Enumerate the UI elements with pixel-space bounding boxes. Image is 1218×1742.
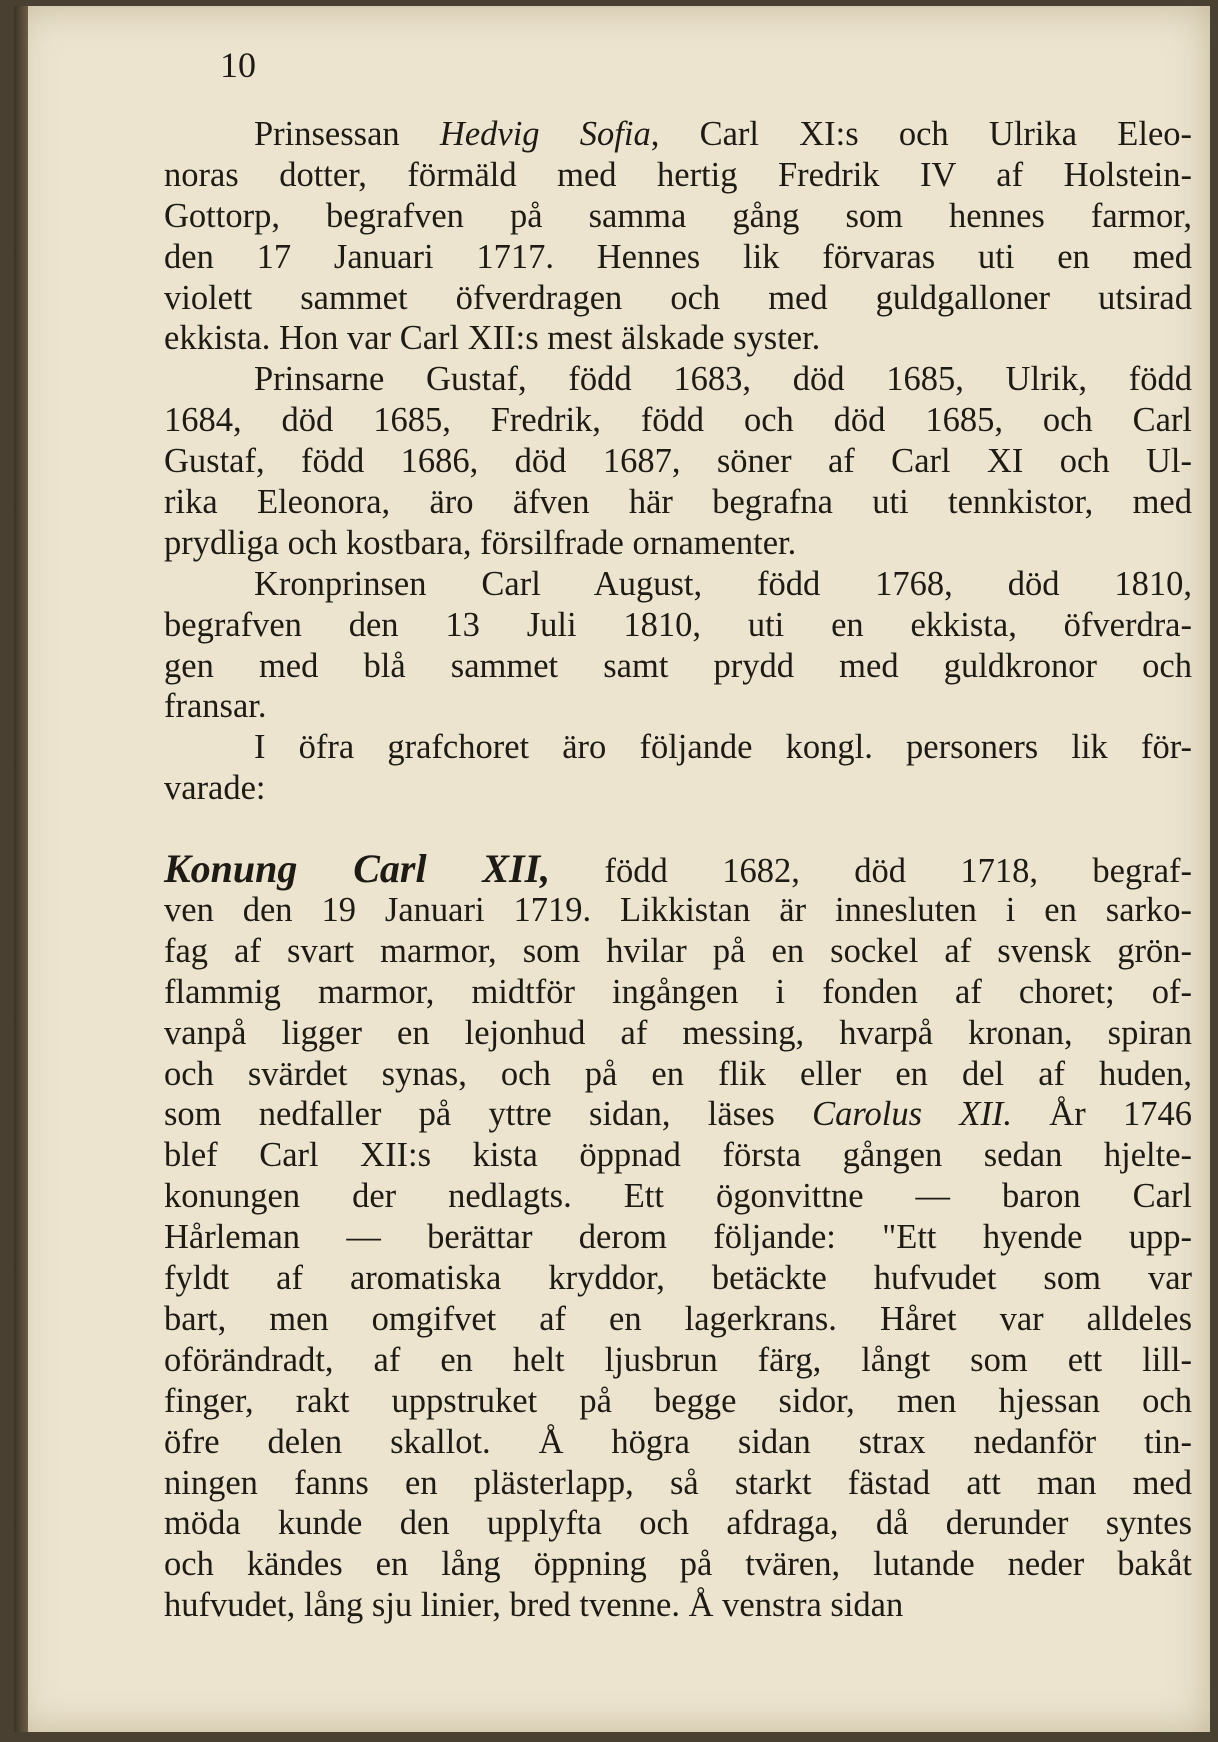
text-line: [164, 441, 1192, 482]
text-segment: och kändes en lång öppning på tvären, lutande neder bakåt: [164, 1545, 1192, 1584]
text-line: [164, 1299, 1192, 1340]
text-line: [164, 605, 1192, 646]
text-line: [164, 278, 1192, 319]
text-segment: fag af svart marmor, som hvilar på en sockel af svensk grön-: [164, 931, 1192, 970]
text-segment: ningen fanns en plästerlapp, så starkt fästad att man med: [164, 1463, 1192, 1502]
text-line: [164, 646, 1192, 687]
text-segment: Kronprinsen Carl August, född 1768, död 1810,: [254, 564, 1192, 603]
text-line: [164, 400, 1192, 441]
text-segment: begrafven den 13 Juli 1810, uti en ekkista, öfverdra-: [164, 605, 1192, 644]
text-segment: varade:: [164, 769, 266, 808]
text-line: [164, 523, 1192, 564]
text-line: [164, 1054, 1192, 1095]
text-line: [164, 1585, 1192, 1626]
text-line: [164, 359, 1192, 400]
text-line: [164, 237, 1192, 278]
text-segment: och svärdet synas, och på en flik eller en del af huden,: [164, 1054, 1192, 1093]
text-line: [164, 686, 1192, 727]
text-segment: hufvudet, lång sju linier, bred tvenne. Å venstra sidan: [164, 1586, 904, 1625]
text-segment: violett sammet öfverdragen och med guldgalloner utsirad: [164, 278, 1192, 317]
text-line: [164, 318, 1192, 359]
text-segment: vanpå ligger en lejonhud af messing, hvarpå kronan, spiran: [164, 1013, 1192, 1052]
text-line: [164, 768, 1192, 809]
text-segment: prydliga och kostbara, försilfrade ornamenter.: [164, 523, 797, 562]
paragraph-hedvig-sofia: [164, 114, 1192, 359]
text-line: [164, 1381, 1192, 1422]
page-body-text: [164, 114, 1192, 1626]
text-segment: År 1746: [1012, 1095, 1192, 1134]
text-line: [164, 931, 1192, 972]
text-segment: född 1682, död 1718, begraf-: [550, 852, 1192, 891]
text-segment: Gottorp, begrafven på samma gång som hennes farmor,: [164, 196, 1192, 235]
text-line: [164, 1217, 1192, 1258]
book-page: [14, 6, 1210, 1732]
section-gap: [164, 809, 1192, 849]
entry-heading: Konung Carl XII,: [164, 846, 551, 892]
book-spine-shadow: [14, 6, 28, 1732]
text-line: [164, 114, 1192, 155]
text-segment: Prinsessan: [254, 115, 440, 153]
paragraph-kronprinsen: [164, 564, 1192, 728]
text-segment: den 17 Januari 1717. Hennes lik förvaras uti en med: [164, 237, 1192, 276]
text-line: [164, 1258, 1192, 1299]
text-segment: , Carl XI:s och Ulrika Eleo-: [650, 115, 1192, 153]
text-segment: blef Carl XII:s kista öppnad första gången sedan hjelte-: [164, 1136, 1192, 1175]
text-line: [164, 1013, 1192, 1054]
text-line: [164, 1340, 1192, 1381]
text-segment: konungen der nedlagts. Ett ögonvittne — baron Carl: [164, 1177, 1192, 1216]
paragraph-konung-carl-xii: [164, 846, 1192, 1626]
paragraph-ofra-grafchoret: [164, 727, 1192, 809]
text-segment: ekkista. Hon var Carl XII:s mest älskade syster.: [164, 319, 821, 358]
text-segment: som nedfaller på yttre sidan, läses: [164, 1095, 813, 1134]
text-line: [164, 564, 1192, 605]
text-line: [164, 1463, 1192, 1504]
text-line: [164, 1544, 1192, 1585]
italic-text: Hedvig Sofia: [439, 115, 651, 153]
text-line: [164, 1094, 1192, 1135]
page-number: 10: [220, 45, 256, 85]
text-line: [164, 1135, 1192, 1176]
text-line: [164, 1503, 1192, 1544]
text-segment: flammig marmor, midtför ingången i fonden af choret; of-: [164, 972, 1192, 1011]
text-segment: oförändradt, af en helt ljusbrun färg, långt som ett lill-: [164, 1340, 1192, 1379]
paragraph-prinsarne: [164, 359, 1192, 563]
text-segment: bart, men omgifvet af en lagerkrans. Håret var alldeles: [164, 1299, 1192, 1338]
text-segment: Prinsarne Gustaf, född 1683, död 1685, Ulrik, född: [254, 360, 1192, 399]
text-segment: ven den 19 Januari 1719. Likkistan är innesluten i en sarko-: [164, 891, 1192, 930]
text-line: [164, 727, 1192, 768]
text-line: [164, 1422, 1192, 1463]
text-line: [164, 890, 1192, 931]
text-line: [164, 196, 1192, 237]
text-line: [164, 1176, 1192, 1217]
text-segment: noras dotter, förmäld med hertig Fredrik IV af Holstein-: [164, 155, 1192, 194]
italic-text: Carolus XII.: [812, 1095, 1013, 1134]
text-segment: Hårleman — berättar derom följande: "Ett hyende upp-: [164, 1218, 1192, 1257]
text-line: [164, 846, 1192, 892]
text-line: [164, 972, 1192, 1013]
text-segment: 1684, död 1685, Fredrik, född och död 1685, och Carl: [164, 401, 1192, 440]
text-line: [164, 155, 1192, 196]
text-segment: möda kunde den upplyfta och afdraga, då derunder syntes: [164, 1504, 1192, 1543]
text-line: [164, 482, 1192, 523]
text-segment: finger, rakt uppstruket på begge sidor, men hjessan och: [164, 1381, 1192, 1420]
text-segment: I öfra grafchoret äro följande kongl. personers lik för-: [254, 728, 1192, 767]
text-segment: öfre delen skallot. Å högra sidan strax nedanför tin-: [164, 1422, 1192, 1461]
text-segment: gen med blå sammet samt prydd med guldkronor och: [164, 646, 1192, 685]
text-segment: fyldt af aromatiska kryddor, betäckte hufvudet som var: [164, 1259, 1192, 1298]
text-segment: Gustaf, född 1686, död 1687, söner af Carl XI och Ul-: [164, 442, 1192, 481]
text-segment: rika Eleonora, äro äfven här begrafna uti tennkistor, med: [164, 483, 1192, 522]
text-segment: fransar.: [164, 687, 267, 726]
